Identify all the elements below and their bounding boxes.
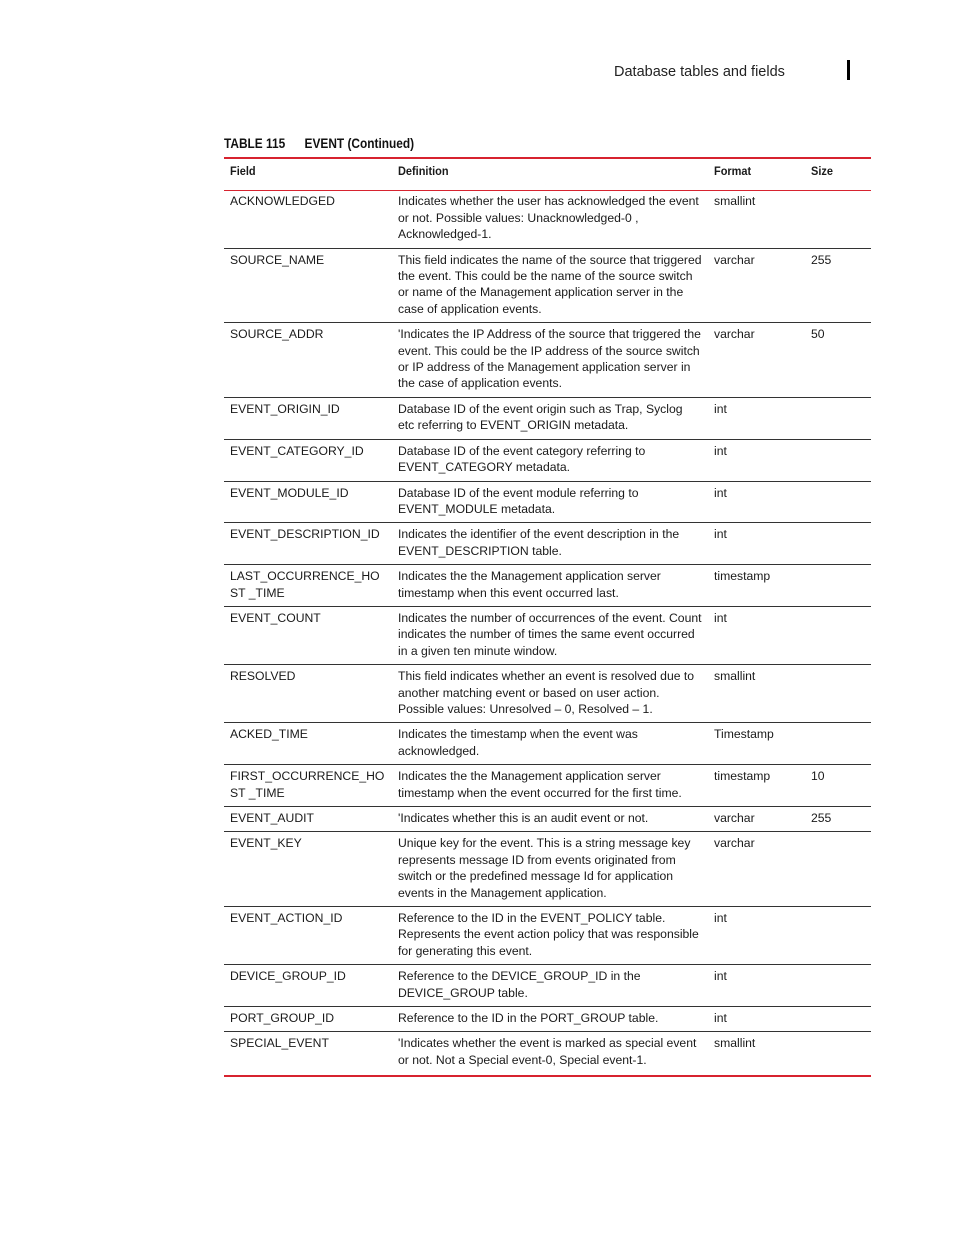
table-number: TABLE 115 [224,136,286,151]
cell-field: EVENT_ORIGIN_ID [224,397,392,439]
cell-field: EVENT_AUDIT [224,807,392,832]
table-row [224,191,871,248]
cell-format: timestamp [708,565,805,607]
cell-definition: Indicates whether the user has acknowledged the event or not. Possible values: Unacknowledged-0 , Acknowledged-1. [392,191,708,248]
table-row [224,439,871,481]
cell-definition: This field indicates whether an event is resolved due to another matching event or based on user action. Possible values: Unresolved – 0, Resolved – 1. [392,665,708,723]
cell-format: int [708,907,805,965]
cell-definition: Reference to the ID in the EVENT_POLICY table. Represents the event action policy that was responsible for generating this event. [392,907,708,965]
cell-size [805,907,871,965]
cell-definition: Database ID of the event module referring to EVENT_MODULE metadata. [392,481,708,523]
cell-field: ACKED_TIME [224,723,392,765]
cell-format: Timestamp [708,723,805,765]
cell-field: EVENT_ACTION_ID [224,907,392,965]
cell-size [805,481,871,523]
cell-definition: Indicates the identifier of the event description in the EVENT_DESCRIPTION table. [392,523,708,565]
table-row [224,481,871,523]
cell-format: timestamp [708,765,805,807]
cell-size [805,439,871,481]
cell-field: EVENT_COUNT [224,606,392,664]
cell-definition: Indicates the number of occurrences of the event. Count indicates the number of times the same event occurred in a given ten minute window. [392,606,708,664]
cell-size [805,523,871,565]
table-row [224,606,871,664]
cell-size [805,832,871,907]
cell-format: smallint [708,665,805,723]
cell-format: varchar [708,807,805,832]
cell-format: int [708,1007,805,1032]
cell-format: smallint [714,1036,756,1051]
cell-field: EVENT_CATEGORY_ID [224,439,392,481]
cell-format: int [708,523,805,565]
cell-size [805,191,871,248]
cell-size: 50 [805,323,871,398]
cell-format: int [708,606,805,664]
table-title: EVENT (Continued) [304,136,415,151]
table-row [224,323,871,398]
table-row [224,523,871,565]
cell-field: SOURCE_NAME [224,248,392,323]
cell-format: int [708,439,805,481]
column-header-size: Size [805,158,871,191]
cell-size: 255 [805,807,871,832]
table-row [224,397,871,439]
table-row [224,723,871,765]
cell-field: FIRST_OCCURRENCE_HOST _TIME [224,765,392,807]
cell-size [805,1032,871,1076]
cell-definition: 'Indicates whether the event is marked as special event or not. Not a Special event-0, Special event-1. [398,1036,697,1067]
cell-field: PORT_GROUP_ID [224,1007,392,1032]
cell-size [805,565,871,607]
cell-size [805,397,871,439]
cell-format: int [708,965,805,1007]
cell-size [805,665,871,723]
table-row [224,832,871,907]
table-row [224,1007,871,1032]
cell-definition: Indicates the timestamp when the event was acknowledged. [392,723,708,765]
cell-definition: This field indicates the name of the source that triggered the event. This could be the name of the source switch or name of the Management application server in the case of application events. [392,248,708,323]
table-row [224,248,871,323]
table-row [224,765,871,807]
cell-definition: Indicates the the Management application server timestamp when the event occurred for the first time. [392,765,708,807]
cell-definition: Indicates the the Management application server timestamp when this event occurred last. [392,565,708,607]
cell-format: varchar [708,323,805,398]
cell-definition: Unique key for the event. This is a string message key represents message ID from events originated from switch or the predefined message Id for application events in the Management application. [392,832,708,907]
cell-definition: Database ID of the event origin such as Trap, Syclog etc referring to EVENT_ORIGIN metadata. [392,397,708,439]
cell-size [805,723,871,765]
cell-size: 10 [805,765,871,807]
cell-field: RESOLVED [224,665,392,723]
cell-definition: Database ID of the event category referring to EVENT_CATEGORY metadata. [392,439,708,481]
cell-field: DEVICE_GROUP_ID [224,965,392,1007]
table-row [224,665,871,723]
header-bar-marker [847,60,850,80]
cell-field: LAST_OCCURRENCE_HOST _TIME [224,565,392,607]
page-header-title: Database tables and fields [614,64,785,80]
cell-format: varchar [708,248,805,323]
cell-definition: 'Indicates the IP Address of the source that triggered the event. This could be the IP address of the source switch or IP address of the Management application server in the case of application events. [392,323,708,398]
column-header-field: Field [224,158,392,191]
cell-size [805,965,871,1007]
table-row [224,807,871,832]
event-table [224,157,871,1077]
cell-definition: 'Indicates whether this is an audit event or not. [392,807,708,832]
table-row [224,907,871,965]
cell-size: 255 [805,248,871,323]
cell-format: smallint [708,191,805,248]
cell-definition: Reference to the DEVICE_GROUP_ID in the DEVICE_GROUP table. [392,965,708,1007]
cell-format: varchar [708,832,805,907]
cell-field: ACKNOWLEDGED [224,191,392,248]
cell-format: int [708,481,805,523]
table-row [224,1032,871,1076]
table-caption [224,136,414,151]
column-header-format: Format [708,158,805,191]
cell-size [805,606,871,664]
cell-definition: Reference to the ID in the PORT_GROUP table. [392,1007,708,1032]
cell-field: SOURCE_ADDR [224,323,392,398]
table-row [224,965,871,1007]
cell-field: EVENT_DESCRIPTION_ID [224,523,392,565]
cell-field: EVENT_KEY [224,832,392,907]
cell-size [805,1007,871,1032]
column-header-definition: Definition [392,158,708,191]
cell-field: EVENT_MODULE_ID [224,481,392,523]
cell-field: SPECIAL_EVENT [230,1036,329,1051]
table-row [224,565,871,607]
cell-format: int [708,397,805,439]
table-header-row [224,158,871,191]
